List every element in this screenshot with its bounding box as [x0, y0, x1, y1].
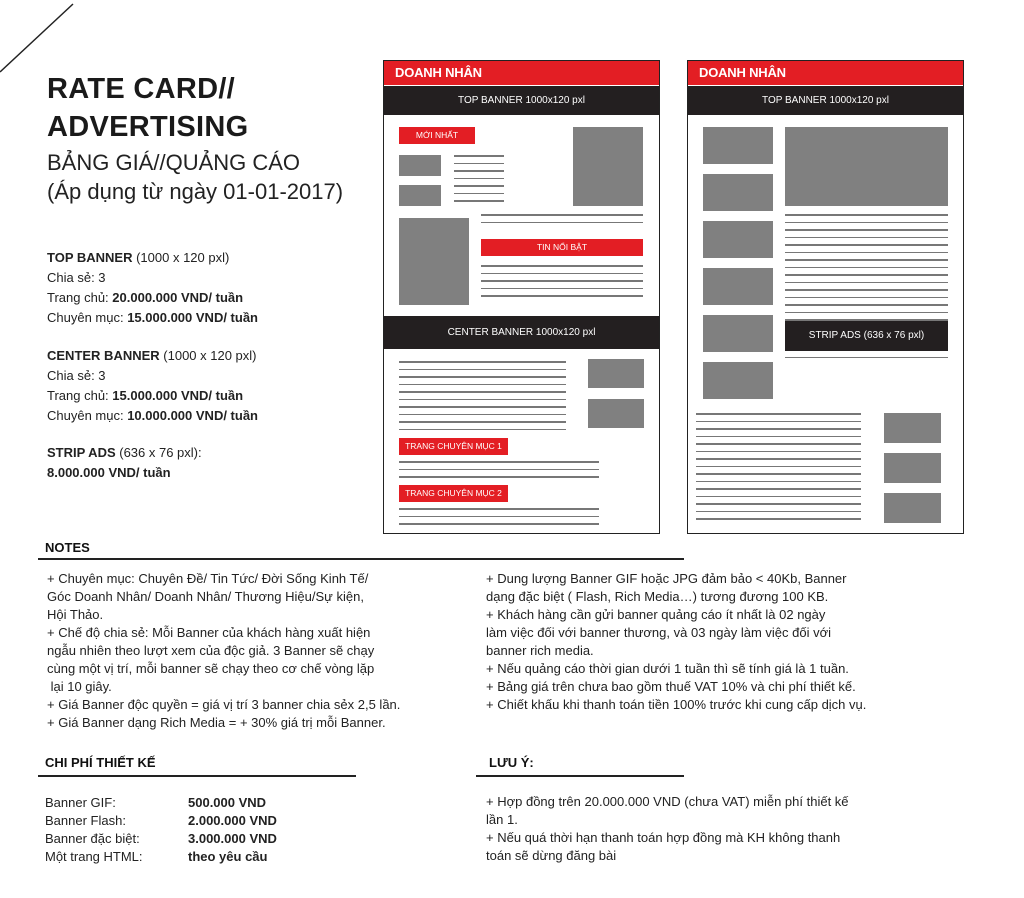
note-line: cùng một vị trí, mỗi banner sẽ chạy theo cơ chế vòng lặp — [47, 661, 375, 676]
center-banner-pricing — [47, 346, 258, 426]
strip-ads-pricing — [47, 443, 202, 483]
image-placeholder — [588, 359, 644, 388]
image-placeholder — [588, 399, 644, 428]
note-line: + Chuyên mục: Chuyên Đề/ Tin Tức/ Đời Sống Kinh Tế/ — [47, 571, 369, 586]
note-line: + Dung lượng Banner GIF hoặc JPG đảm bảo < 40Kb, Banner — [486, 571, 847, 586]
text-lines — [399, 361, 566, 436]
top-banner-slot: TOP BANNER 1000x120 pxl — [384, 86, 659, 115]
text-lines — [481, 214, 643, 229]
tag-featured: TIN NỔI BẬT — [481, 239, 643, 256]
note-line: + Giá Banner độc quyền = giá vị trí 3 banner chia sẻx 2,5 lần. — [47, 697, 401, 712]
title-line-2: ADVERTISING — [47, 111, 249, 143]
notes-left-column — [47, 570, 477, 732]
image-placeholder — [399, 155, 441, 176]
note-line: dạng đặc biệt ( Flash, Rich Media…) tương đương 100 KB. — [486, 589, 829, 604]
note-line: + Chế độ chia sẻ: Mỗi Banner của khách hàng xuất hiện — [47, 625, 371, 640]
center-banner-size: (1000 x 120 pxl) — [159, 348, 257, 363]
strip-ads-price: 8.000.000 VND/ tuần — [47, 465, 171, 480]
tag-category-2: TRANG CHUYÊN MỤC 2 — [399, 485, 508, 502]
note-line: banner rich media. — [486, 643, 594, 658]
page-subtitle — [47, 148, 343, 206]
cost-value: 500.000 VND — [188, 795, 267, 810]
notes-heading: NOTES — [45, 540, 90, 555]
center-banner-slot: CENTER BANNER 1000x120 pxl — [384, 316, 659, 349]
image-placeholder — [703, 174, 773, 211]
text-lines — [399, 461, 599, 484]
center-banner-home-price: 15.000.000 VND/ tuần — [112, 388, 244, 403]
note-line: ngẫu nhiên theo lượt xem của độc giả. 3 Banner sẽ chạy — [47, 643, 375, 658]
brand-bar — [688, 61, 963, 85]
top-banner-share: Chia sẻ: 3 — [47, 270, 106, 285]
image-placeholder — [573, 127, 643, 206]
subtitle-line-2: (Áp dụng từ ngày 01-01-2017) — [47, 179, 344, 204]
cost-value: theo yêu cầu — [188, 849, 268, 864]
remarks-heading: LƯU Ý: — [489, 755, 534, 770]
table-row — [45, 830, 277, 848]
note-line: + Khách hàng cần gửi banner quảng cáo ít nhất là 02 ngày — [486, 607, 826, 622]
image-placeholder — [399, 185, 441, 206]
note-line: lại 10 giây. — [47, 679, 112, 694]
strip-ads-slot: STRIP ADS (636 x 76 pxl) — [785, 321, 948, 351]
corner-decoration — [0, 0, 80, 80]
image-placeholder — [703, 221, 773, 258]
table-row — [45, 848, 277, 866]
notes-right-column — [486, 570, 1006, 714]
cost-value: 2.000.000 VND — [188, 813, 277, 828]
divider — [38, 558, 684, 560]
top-banner-home-label: Trang chủ: — [47, 290, 113, 305]
top-banner-home-price: 20.000.000 VND/ tuần — [112, 290, 244, 305]
table-row — [45, 794, 277, 812]
top-banner-category-price: 15.000.000 VND/ tuần — [127, 310, 258, 325]
image-placeholder — [785, 127, 948, 206]
note-line: Hội Thảo. — [47, 607, 104, 622]
top-banner-size: (1000 x 120 pxl) — [132, 250, 230, 265]
strip-ads-name: STRIP ADS — [47, 445, 116, 460]
remarks-body — [486, 793, 906, 865]
image-placeholder — [884, 413, 941, 443]
center-banner-share: Chia sẻ: 3 — [47, 368, 106, 383]
divider — [38, 775, 356, 777]
image-placeholder — [703, 315, 773, 352]
note-line: làm việc đối với banner thương, và 03 ngày làm việc đối với — [486, 625, 831, 640]
cost-value: 3.000.000 VND — [188, 831, 277, 846]
image-placeholder — [884, 453, 941, 483]
top-banner-slot: TOP BANNER 1000x120 pxl — [688, 86, 963, 115]
center-banner-home-label: Trang chủ: — [47, 388, 113, 403]
design-cost-heading: CHI PHÍ THIẾT KẾ — [45, 755, 156, 770]
subtitle-line-1: BẢNG GIÁ//QUẢNG CÁO — [47, 150, 301, 175]
remark-line: toán sẽ dừng đăng bài — [486, 848, 617, 863]
image-placeholder — [703, 362, 773, 399]
remark-line: + Hợp đồng trên 20.000.000 VND (chưa VAT) miễn phí thiết kế — [486, 794, 849, 809]
top-banner-name: TOP BANNER — [47, 250, 133, 265]
note-line: + Chiết khấu khi thanh toán tiền 100% trước khi cung cấp dịch vụ. — [486, 697, 867, 712]
image-placeholder — [703, 268, 773, 305]
brand-bar — [384, 61, 659, 85]
tag-category-1: TRANG CHUYÊN MỤC 1 — [399, 438, 508, 455]
tag-latest: MỚI NHẤT — [399, 127, 475, 144]
design-cost-table — [45, 794, 277, 866]
image-placeholder — [703, 127, 773, 164]
center-banner-category-price: 10.000.000 VND/ tuần — [127, 408, 258, 423]
image-placeholder — [399, 218, 469, 305]
top-banner-pricing — [47, 248, 258, 328]
center-banner-category-label: Chuyên mục: — [47, 408, 128, 423]
note-line: + Nếu quảng cáo thời gian dưới 1 tuần thì sẽ tính giá là 1 tuần. — [486, 661, 849, 676]
cost-label: Banner GIF: — [45, 795, 116, 810]
brand-logo: DOANH NHÂN — [699, 65, 786, 80]
remark-line: lần 1. — [486, 812, 518, 827]
text-lines — [696, 413, 861, 526]
mockup-category-page — [687, 60, 964, 534]
remark-line: + Nếu quá thời hạn thanh toán hợp đồng mà KH không thanh — [486, 830, 841, 845]
note-line: + Giá Banner dạng Rich Media = + 30% giá trị mỗi Banner. — [47, 715, 386, 730]
text-lines — [399, 508, 599, 531]
center-banner-name: CENTER BANNER — [47, 348, 160, 363]
page-title — [47, 70, 249, 146]
text-lines — [481, 265, 643, 303]
strip-ads-size: (636 x 76 pxl): — [115, 445, 202, 460]
mockup-homepage — [383, 60, 660, 534]
top-banner-category-label: Chuyên mục: — [47, 310, 128, 325]
title-line-1: RATE CARD// — [47, 73, 236, 105]
image-placeholder — [884, 493, 941, 523]
cost-label: Một trang HTML: — [45, 849, 143, 864]
note-line: Góc Doanh Nhân/ Doanh Nhân/ Thương Hiệu/Sự kiện, — [47, 589, 364, 604]
table-row — [45, 812, 277, 830]
text-lines — [454, 155, 504, 208]
divider — [476, 775, 684, 777]
cost-label: Banner Flash: — [45, 813, 126, 828]
cost-label: Banner đặc biệt: — [45, 831, 140, 846]
note-line: + Bảng giá trên chưa bao gồm thuế VAT 10% và chi phí thiết kế. — [486, 679, 856, 694]
brand-logo: DOANH NHÂN — [395, 65, 482, 80]
